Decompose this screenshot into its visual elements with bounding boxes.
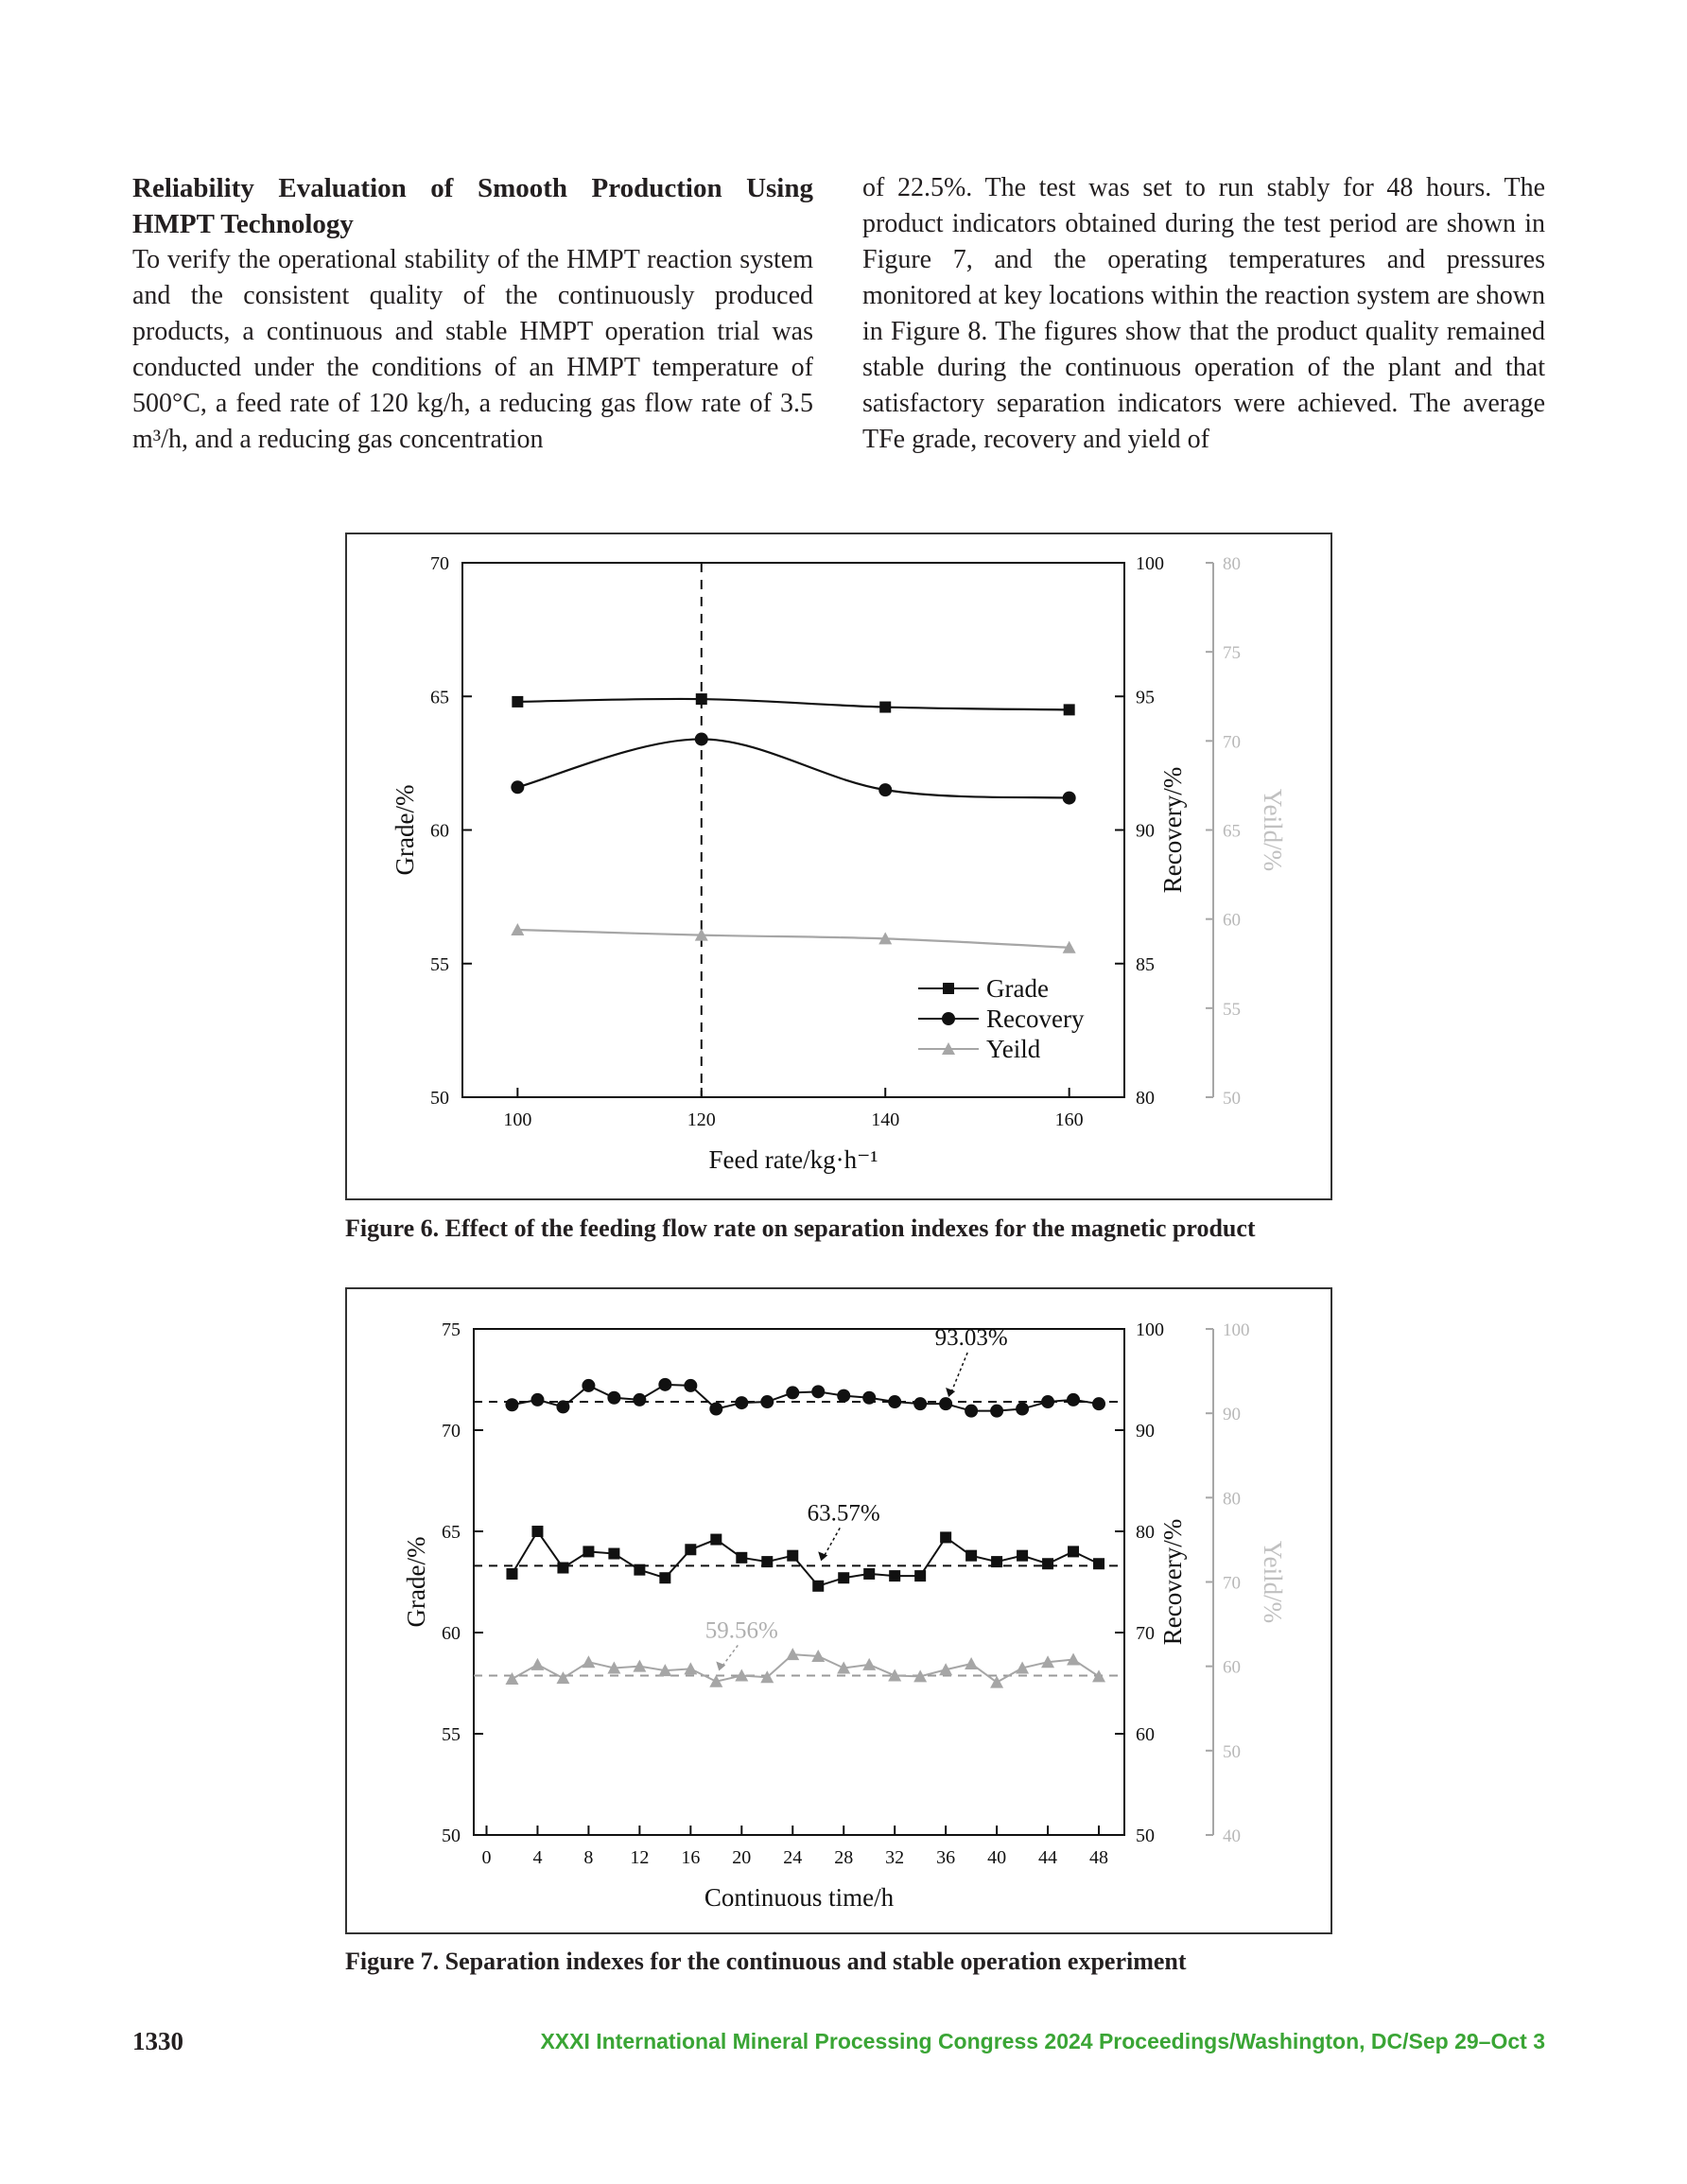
- series-line-yeild: [517, 930, 1069, 948]
- data-point-grade: [506, 1568, 517, 1580]
- data-point-grade: [512, 696, 523, 708]
- data-point-grade: [1042, 1558, 1053, 1569]
- data-point-grade: [1093, 1558, 1104, 1569]
- y-right2-tick-label: 70: [1223, 732, 1241, 753]
- y-right-tick-label: 80: [1136, 1088, 1155, 1109]
- y-right-axis-title: Recovery/%: [1158, 1518, 1187, 1646]
- data-point-recovery: [1016, 1403, 1029, 1416]
- legend-label-recovery: Recovery: [986, 1005, 1085, 1033]
- figure-7-chart: [345, 1287, 1332, 1934]
- y-left-tick-label: 60: [442, 1623, 461, 1644]
- left-column: [132, 170, 813, 458]
- data-point-grade: [531, 1526, 543, 1537]
- x-tick-label: 120: [687, 1109, 716, 1130]
- data-point-recovery: [837, 1389, 850, 1403]
- data-point-recovery: [1067, 1393, 1080, 1406]
- page-footer: [132, 2027, 1545, 2065]
- x-tick-label: 12: [630, 1847, 650, 1868]
- y-right2-tick-label: 75: [1223, 643, 1241, 664]
- data-point-recovery: [556, 1400, 569, 1413]
- right-paragraph: of 22.5%. The test was set to run stably for 48 hours. The product indicators obtained during the test period are shown in Figure 7, and the operating temperatures and pressures monitored at key locations within the reaction system are shown in Figure 8. The figures show that the product quality remained stable during the continuous operation of the plant and that satisfactory separation indicators were achieved. The average TFe grade, recovery and yield of: [862, 173, 1545, 454]
- x-tick-label: 8: [583, 1847, 594, 1868]
- legend-label-yeild: Yeild: [986, 1035, 1041, 1063]
- data-point-recovery: [735, 1396, 748, 1409]
- x-tick-label: 20: [732, 1847, 752, 1868]
- data-point-recovery: [505, 1398, 518, 1411]
- data-point-recovery: [1041, 1395, 1054, 1408]
- left-paragraph: To verify the operational stability of the HMPT reaction system and the consistent quality of the continuously produced products, a continuous and stable HMPT operation trial was conducted under the conditions of an HMPT temperature of 500°C, a feed rate of 120 kg/h, a reducing gas flow rate of 3.5 m³/h, and a reducing gas concentration: [132, 245, 813, 454]
- y-left-tick-label: 55: [442, 1724, 461, 1745]
- data-point-yeild: [582, 1655, 595, 1668]
- y-right2-axis-title: Yeild/%: [1259, 1540, 1287, 1624]
- data-point-grade: [710, 1534, 722, 1546]
- y-left-axis-title: Grade/%: [391, 784, 419, 876]
- data-point-recovery: [684, 1379, 697, 1392]
- data-point-recovery: [965, 1405, 978, 1418]
- average-label-pointer: [950, 1353, 967, 1394]
- data-point-grade: [914, 1570, 926, 1581]
- x-tick-label: 48: [1089, 1847, 1109, 1868]
- data-point-recovery: [511, 780, 524, 794]
- legend-marker-grade: [943, 983, 954, 994]
- x-axis-title: Continuous time/h: [704, 1883, 895, 1912]
- y-right-tick-label: 70: [1136, 1623, 1155, 1644]
- average-label-grade: 63.57%: [807, 1500, 880, 1527]
- y-right2-axis-title: Yeild/%: [1259, 788, 1287, 872]
- right-column: [862, 170, 1545, 458]
- figure-7-svg: [347, 1289, 1330, 1932]
- x-tick-label: 36: [936, 1847, 956, 1868]
- figure-6-chart: [345, 533, 1332, 1200]
- x-tick-label: 4: [532, 1847, 543, 1868]
- data-point-recovery: [709, 1403, 722, 1416]
- y-left-tick-label: 65: [430, 687, 449, 708]
- y-right-tick-label: 90: [1136, 1421, 1155, 1441]
- data-point-grade: [685, 1544, 696, 1555]
- y-left-tick-label: 75: [442, 1319, 461, 1340]
- data-point-grade: [1064, 704, 1075, 715]
- data-point-grade: [696, 693, 707, 705]
- data-point-recovery: [530, 1393, 544, 1406]
- y-left-tick-label: 50: [442, 1826, 461, 1846]
- figure-6-caption: Figure 6. Effect of the feeding flow rate on separation indexes for the magnetic product: [345, 1214, 1256, 1242]
- data-point-recovery: [658, 1378, 671, 1391]
- data-point-yeild: [556, 1671, 569, 1684]
- data-point-grade: [812, 1581, 824, 1592]
- data-point-grade: [940, 1531, 951, 1543]
- y-left-tick-label: 60: [430, 820, 449, 842]
- y-right-tick-label: 95: [1136, 687, 1155, 708]
- x-axis-title: Feed rate/kg·h⁻¹: [708, 1145, 878, 1174]
- page-number: 1330: [132, 2027, 183, 2055]
- y-right-tick-label: 60: [1136, 1724, 1155, 1745]
- legend-marker-recovery: [942, 1012, 955, 1025]
- data-point-yeild: [862, 1658, 876, 1670]
- y-left-tick-label: 70: [430, 553, 449, 574]
- figure-6-svg: [347, 534, 1330, 1198]
- data-point-grade: [583, 1546, 594, 1557]
- y-left-tick-label: 65: [442, 1522, 461, 1543]
- y-right2-tick-label: 90: [1223, 1405, 1241, 1425]
- data-point-grade: [659, 1572, 670, 1583]
- y-left-tick-label: 50: [430, 1088, 449, 1109]
- y-right-tick-label: 85: [1136, 953, 1155, 975]
- y-right2-tick-label: 55: [1223, 999, 1241, 1020]
- data-point-grade: [863, 1568, 875, 1580]
- data-point-yeild: [530, 1658, 544, 1670]
- data-point-recovery: [633, 1393, 646, 1406]
- y-right-tick-label: 100: [1136, 1319, 1164, 1340]
- y-right-tick-label: 90: [1136, 820, 1155, 842]
- x-tick-label: 32: [885, 1847, 905, 1868]
- y-right-axis-title: Recovery/%: [1158, 766, 1187, 894]
- data-point-grade: [557, 1563, 568, 1574]
- data-point-yeild: [990, 1676, 1003, 1688]
- average-label-pointer: [823, 1528, 840, 1558]
- data-point-recovery: [990, 1405, 1003, 1418]
- average-label-arrowhead: [716, 1661, 725, 1670]
- x-tick-label: 28: [834, 1847, 854, 1868]
- y-right2-tick-label: 50: [1223, 1089, 1241, 1109]
- y-right2-tick-label: 100: [1223, 1320, 1250, 1340]
- data-point-grade: [889, 1570, 900, 1581]
- legend-label-grade: Grade: [986, 974, 1049, 1003]
- x-tick-label: 140: [871, 1109, 900, 1130]
- data-point-grade: [965, 1550, 977, 1562]
- y-right2-tick-label: 80: [1223, 554, 1241, 574]
- data-point-grade: [991, 1556, 1002, 1567]
- conference-name: XXXI International Mineral Processing Congress 2024 Proceedings/Washington, DC/Sep 29–Oct 3: [540, 2029, 1545, 2053]
- x-tick-label: 160: [1054, 1109, 1084, 1130]
- y-right-tick-label: 100: [1136, 553, 1164, 574]
- x-tick-label: 40: [987, 1847, 1007, 1868]
- y-left-tick-label: 55: [430, 953, 449, 975]
- y-left-axis-title: Grade/%: [402, 1536, 430, 1628]
- y-left-tick-label: 70: [442, 1421, 461, 1441]
- series-line-grade: [512, 1531, 1099, 1586]
- data-point-yeild: [505, 1672, 518, 1685]
- data-point-grade: [761, 1556, 773, 1567]
- series-line-yeild: [512, 1654, 1099, 1682]
- data-point-recovery: [760, 1395, 774, 1408]
- data-point-recovery: [862, 1391, 876, 1405]
- y-right2-tick-label: 60: [1223, 910, 1241, 931]
- data-point-yeild: [965, 1657, 978, 1669]
- figure-7-caption: Figure 7. Separation indexes for the continuous and stable operation experiment: [345, 1948, 1187, 1975]
- data-point-grade: [634, 1564, 645, 1576]
- data-point-recovery: [695, 732, 708, 745]
- data-point-grade: [1017, 1550, 1028, 1562]
- y-right2-tick-label: 60: [1223, 1657, 1241, 1678]
- y-right2-tick-label: 50: [1223, 1741, 1241, 1762]
- data-point-recovery: [582, 1379, 595, 1392]
- y-right2-tick-label: 80: [1223, 1489, 1241, 1510]
- series-line-recovery: [512, 1385, 1099, 1411]
- series-line-grade: [517, 699, 1069, 709]
- y-right2-tick-label: 65: [1223, 821, 1241, 842]
- y-right-tick-label: 80: [1136, 1522, 1155, 1543]
- data-point-recovery: [888, 1395, 901, 1408]
- series-line-recovery: [517, 739, 1069, 797]
- x-tick-label: 44: [1038, 1847, 1058, 1868]
- x-tick-label: 0: [481, 1847, 492, 1868]
- x-tick-label: 100: [503, 1109, 532, 1130]
- data-point-grade: [879, 702, 891, 713]
- x-tick-label: 24: [783, 1847, 803, 1868]
- section-title: Reliability Evaluation of Smooth Production Using HMPT Technology: [132, 173, 813, 239]
- y-right-tick-label: 50: [1136, 1826, 1155, 1846]
- average-label-arrowhead: [946, 1388, 955, 1397]
- data-point-recovery: [939, 1397, 952, 1410]
- data-point-recovery: [1092, 1397, 1105, 1410]
- data-point-grade: [736, 1552, 747, 1564]
- data-point-recovery: [607, 1391, 620, 1405]
- average-label-yeild: 59.56%: [704, 1617, 778, 1644]
- data-point-recovery: [811, 1385, 825, 1398]
- data-point-grade: [787, 1550, 798, 1562]
- average-label-recovery: 93.03%: [934, 1325, 1008, 1352]
- data-point-grade: [1068, 1546, 1079, 1557]
- x-tick-label: 16: [681, 1847, 701, 1868]
- data-point-recovery: [786, 1386, 799, 1399]
- y-right2-tick-label: 40: [1223, 1826, 1241, 1846]
- data-point-grade: [838, 1572, 849, 1583]
- data-point-recovery: [1063, 792, 1076, 805]
- data-point-recovery: [878, 783, 892, 796]
- y-right2-tick-label: 70: [1223, 1573, 1241, 1594]
- data-point-grade: [608, 1548, 619, 1560]
- data-point-recovery: [913, 1397, 927, 1410]
